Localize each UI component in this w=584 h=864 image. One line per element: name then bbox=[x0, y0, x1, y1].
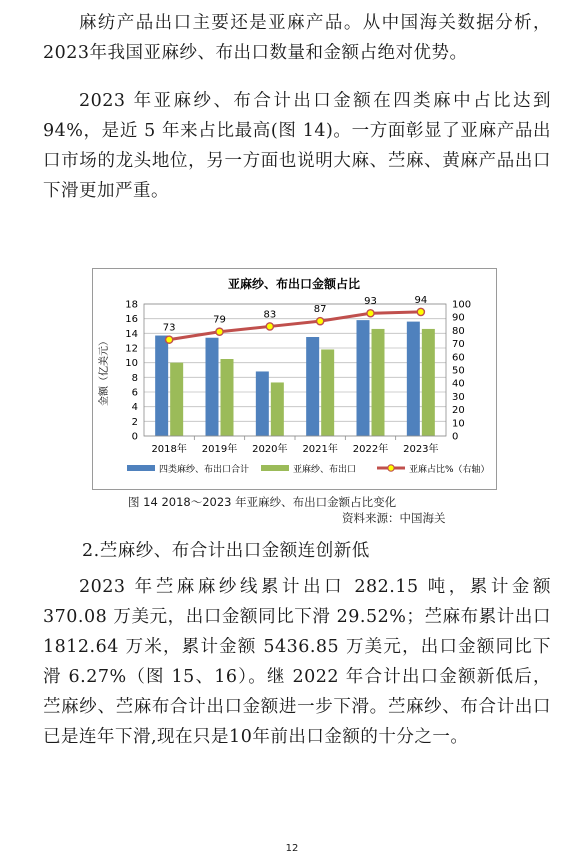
y-tick-label: 12 bbox=[125, 343, 138, 355]
line-point bbox=[216, 328, 223, 335]
line-point bbox=[317, 318, 324, 325]
chart-title: 亚麻纱、布出口金额占比 bbox=[227, 277, 361, 291]
bar-linen bbox=[372, 329, 385, 436]
y2-tick-label: 90 bbox=[452, 312, 465, 324]
line-point bbox=[367, 310, 374, 317]
bar-total bbox=[407, 322, 420, 436]
bar-total bbox=[206, 338, 219, 436]
legend-label: 四类麻纱、布出口合计 bbox=[159, 465, 250, 475]
y2-tick-label: 10 bbox=[452, 418, 465, 430]
y2-tick-label: 70 bbox=[452, 339, 465, 351]
legend-swatch-marker bbox=[388, 465, 394, 471]
data-label: 79 bbox=[213, 314, 226, 326]
line-layer bbox=[163, 295, 427, 343]
x-tick-label: 2019年 bbox=[201, 444, 238, 455]
bar-linen bbox=[221, 359, 234, 436]
chart-svg bbox=[93, 269, 496, 489]
data-label: 73 bbox=[162, 322, 176, 334]
bar-total bbox=[155, 336, 168, 436]
bar-linen bbox=[422, 329, 435, 436]
chart-figure bbox=[92, 268, 497, 490]
data-label: 87 bbox=[313, 304, 327, 316]
line-point bbox=[166, 336, 173, 343]
bar-linen bbox=[271, 382, 284, 436]
line-point bbox=[266, 323, 273, 330]
data-label: 94 bbox=[414, 294, 428, 306]
y2-tick-label: 80 bbox=[452, 325, 465, 337]
bar-total bbox=[357, 320, 370, 436]
line-point bbox=[417, 308, 424, 315]
y2-tick-label: 100 bbox=[452, 299, 472, 311]
x-tick-label: 2020年 bbox=[252, 444, 288, 455]
page-number: 12 bbox=[285, 843, 299, 854]
y-tick-label: 16 bbox=[125, 314, 138, 326]
y2-tick-label: 40 bbox=[452, 378, 465, 390]
y-tick-label: 18 bbox=[125, 299, 138, 311]
y-tick-label: 8 bbox=[131, 372, 138, 384]
bar-total bbox=[256, 371, 269, 436]
bar-total bbox=[306, 337, 319, 436]
bar-linen bbox=[321, 349, 334, 436]
y2-tick-label: 50 bbox=[452, 365, 465, 377]
legend-label: 亚麻纱、布出口 bbox=[293, 465, 357, 475]
legend-swatch-bar bbox=[127, 465, 155, 471]
y2-tick-label: 60 bbox=[452, 352, 465, 364]
bar-layer bbox=[155, 320, 435, 436]
body-paragraph-1: 麻纺产品出口主要还是亚麻产品。从中国海关数据分析，2023年我国亚麻纱、布出口数量和金额占绝对优势。 bbox=[43, 13, 551, 63]
y2-tick-label: 20 bbox=[452, 405, 465, 417]
y-tick-label: 10 bbox=[125, 358, 138, 370]
body-paragraph-3: 2023 年苎麻麻纱线累计出口 282.15 吨，累计金额 370.08 万美元，出口金额同比下滑 29.52%；苎麻布累计出口 1812.64 万米，累计金额 5436.85 万美元，出口金额同比下滑 6.27%（图 15、16）。继 2022 年合计出口金额新低后，苎麻纱、苎麻布合计出口金额进一步下滑。苎麻纱、布合计出口已是连年下滑,现在只是10年前出口金额的十分之一。 bbox=[43, 577, 551, 747]
x-tick-label: 2021年 bbox=[302, 444, 338, 455]
bar-linen bbox=[170, 363, 183, 436]
y-tick-label: 0 bbox=[131, 431, 138, 443]
y2-tick-label: 30 bbox=[452, 391, 465, 403]
y-tick-label: 14 bbox=[125, 328, 138, 340]
y-axis-label: 金额（亿美元） bbox=[99, 336, 110, 406]
body-paragraph-2: 2023 年亚麻纱、布合计出口金额在四类麻中占比达到94%，是近 5 年来占比最高(图 14)。一方面彰显了亚麻产品出口市场的龙头地位，另一方面也说明大麻、苎麻、黄麻产品出口下滑更加严重。 bbox=[43, 91, 551, 201]
data-label: 93 bbox=[364, 296, 377, 308]
y-tick-label: 6 bbox=[131, 387, 138, 399]
x-tick-label: 2018年 bbox=[151, 444, 187, 455]
x-tick-label: 2023年 bbox=[403, 444, 439, 455]
data-label: 83 bbox=[263, 309, 277, 321]
y-tick-label: 2 bbox=[131, 416, 138, 428]
legend bbox=[127, 463, 490, 475]
y2-tick-label: 0 bbox=[452, 431, 459, 443]
y-tick-label: 4 bbox=[131, 402, 138, 414]
figure-caption: 图 14 2018～2023 年亚麻纱、布出口金额占比变化 bbox=[128, 495, 397, 509]
x-tick-label: 2022年 bbox=[352, 444, 389, 455]
section-heading: 2.苎麻纱、布合计出口金额连创新低 bbox=[82, 541, 370, 561]
legend-swatch-bar bbox=[261, 465, 289, 471]
legend-label: 亚麻占比%（右轴） bbox=[409, 465, 490, 475]
figure-source: 资料来源：中国海关 bbox=[342, 511, 446, 525]
